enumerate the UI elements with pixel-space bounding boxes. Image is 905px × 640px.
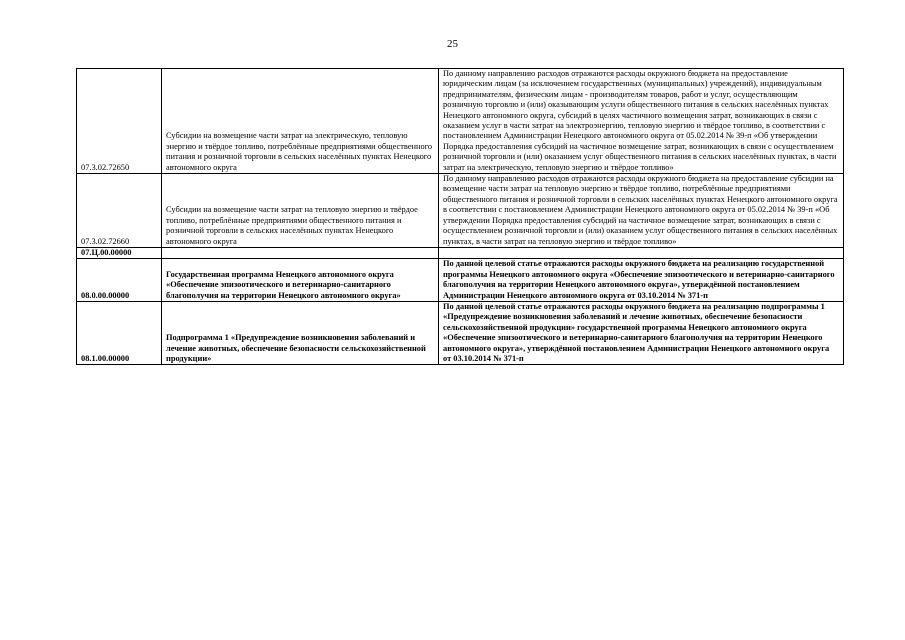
expense-description: По данной целевой статье отражаются расходы окружного бюджета на реализацию подпрограммы 1 «Предупреждение возникновения заболеваний и лечение животных, обеспечение безопасности сельскохозяйственной продукции» государственной программы Ненецкого автономного округа «Обеспечение эпизоотического и ветеринарно-санитарного благополучия на территории Ненецкого автономного округа», утверждённой постановлением Администрации Ненецкого автономного округа от 03.10.2014 № 371-п: [439, 301, 844, 364]
expense-description: По данной целевой статье отражаются расходы окружного бюджета на реализацию государственной программы Ненецкого автономного округа «Обеспечение эпизоотического и ветеринарно-санитарного благополучия на территории Ненецкого автономного округа», утверждённой постановлением Администрации Ненецкого автономного округа от 03.10.2014 № 371-п: [439, 259, 844, 302]
target-code: 07.Ц.00.00000: [77, 247, 162, 258]
target-code: 07.3.02.72660: [77, 174, 162, 248]
expense-name: [162, 247, 439, 258]
target-code: 07.3.02.72650: [77, 69, 162, 174]
expense-description: По данному направлению расходов отражаются расходы окружного бюджета на предоставление субсидии на возмещение части затрат на тепловую энергию и твёрдое топливо, потреблённые предприятиями общественного питания и розничной торговли в сельских населённых пунктах Ненецкого автономного округа в соответствии с постановлением Администрации Ненецкого автономного округа от 05.02.2014 № 39-п «Об утверждении Порядка предоставления субсидий на частичное возмещение затрат, возникающих в связи с осуществлением розничной торговли и (или) оказанием услуг общественного питания в сельских населённых пунктах, в части затрат на тепловую энергию и твёрдое топливо»: [439, 174, 844, 248]
expense-name: Государственная программа Ненецкого автономного округа «Обеспечение эпизоотического и ветеринарно-санитарного благополучия на территории Ненецкого автономного округа»: [162, 259, 439, 302]
expense-name: Субсидии на возмещение части затрат на электрическую, тепловую энергию и твёрдое топливо, потреблённые предприятиями общественного питания и розничной торговли в сельских населённых пунктах Ненецкого автономного округа: [162, 69, 439, 174]
table-row: [77, 174, 844, 248]
budget-classification-table: [76, 68, 844, 365]
table-row: [77, 247, 844, 258]
expense-description: По данному направлению расходов отражаются расходы окружного бюджета на предоставление юридическим лицам (за исключением государственных (муниципальных) учреждений), индивидуальным предпринимателям, физическим лицам - производителям товаров, работ и услуг, осуществляющим розничную торговлю и (или) оказывающим услуги общественного питания в сельских населённых пунктах Ненецкого автономного округа, субсидий в целях частичного возмещения затрат, возникающих в связи с оказанием услуг в части затрат на электроэнергию, тепловую энергию и твёрдое топливо, в соответствии с постановлением Администрации Ненецкого автономного округа от 05.02.2014 № 39-п «Об утверждении Порядка предоставления субсидий на частичное возмещение затрат, возникающих в связи с осуществлением розничной торговли и (или) оказанием услуг общественного питания в сельских населённых пунктах, в части затрат на электрическую, тепловую энергию и твёрдое топливо»: [439, 69, 844, 174]
expense-description: [439, 247, 844, 258]
table-row: [77, 301, 844, 364]
target-code: 08.1.00.00000: [77, 301, 162, 364]
table-row: [77, 69, 844, 174]
expense-name: Подпрограмма 1 «Предупреждение возникновения заболеваний и лечение животных, обеспечение безопасности сельскохозяйственной продукции»: [162, 301, 439, 364]
table-row: [77, 259, 844, 302]
expense-name: Субсидии на возмещение части затрат на тепловую энергию и твёрдое топливо, потреблённые предприятиями общественного питания и розничной торговли в сельских населённых пунктах Ненецкого автономного округа: [162, 174, 439, 248]
target-code: 08.0.00.00000: [77, 259, 162, 302]
page-number: 25: [447, 38, 458, 50]
